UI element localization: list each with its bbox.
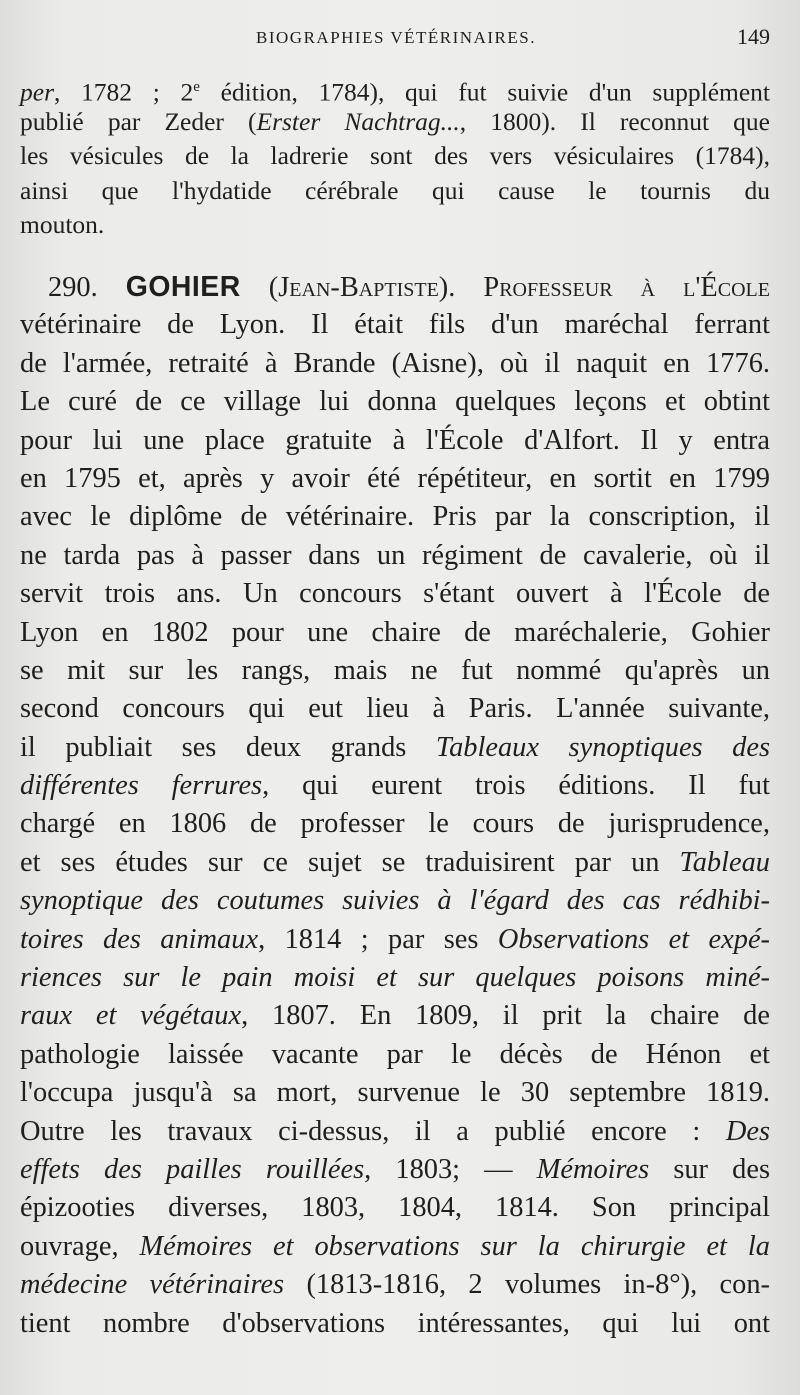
text-run: sur des (649, 1153, 770, 1185)
text-line: les vésicules de la ladrerie sont des vers vésiculaires (1784), (20, 141, 770, 170)
italic-title: Tableaux synoptiques des (435, 731, 771, 763)
entry-given-name: (Jean-Baptiste). Professeur à l'École (240, 272, 770, 303)
text-line: se mit sur les rangs, mais ne fut nommé qu'après un (20, 654, 770, 686)
text-line: en 1795 et, après y avoir été répétiteur, en sortit en 1799 (20, 462, 770, 494)
text-line (20, 997, 770, 1035)
italic-title: Tableau (679, 846, 770, 878)
text-run: (1813-1816, 2 volumes in-8°), con- (284, 1269, 770, 1301)
text-line: pathologie laissée vacante par le décès de Hénon et (20, 1038, 770, 1070)
superscript: e (193, 79, 200, 95)
text-run: , 1807. En 1809, il prit la chaire de (241, 1000, 770, 1032)
text-line (20, 1266, 770, 1304)
text-line: ainsi que l'hydatide cérébrale qui cause le tournis du (20, 175, 770, 205)
text-run: édition, 1784), qui fut suivie d'un supplément (199, 77, 771, 107)
text-line: Lyon en 1802 pour une chaire de maréchalerie, Gohier (20, 616, 770, 648)
text-run: , 1800). Il reconnut que (459, 106, 770, 136)
italic-title: différentes ferrures (20, 770, 263, 802)
text-line (20, 959, 770, 997)
italic-title: toires des animaux (20, 923, 259, 955)
text-run: ouvrage, (20, 1230, 140, 1262)
italic-title: riences sur le pain moisi et sur quelques poisons miné- (20, 962, 770, 994)
italic-title: Des (725, 1115, 770, 1147)
text-line: vétérinaire de Lyon. Il était fils d'un maréchal ferrant (20, 309, 770, 341)
text-line (20, 921, 770, 959)
text-line (20, 882, 770, 920)
text-line: avec le diplôme de vétérinaire. Pris par la conscription, il (20, 501, 770, 533)
italic-title: Erster Nachtrag... (256, 106, 460, 136)
text-line: chargé en 1806 de professer le cours de jurisprudence, (20, 808, 770, 840)
text-line (20, 729, 770, 767)
italic-title: Mémoires (536, 1153, 650, 1185)
text-run: , qui eurent trois éditions. Il fut (262, 770, 771, 802)
text-line: tient nombre d'observations intéressantes, qui lui ont (20, 1307, 770, 1339)
entry-number: 290. (48, 272, 98, 303)
page-number: 149 (737, 24, 770, 49)
text-line: épizooties diverses, 1803, 1804, 1814. Son principal (20, 1192, 770, 1224)
entry-heading-line (20, 268, 770, 306)
text-line: mouton. (20, 210, 105, 239)
text-run: Outre les travaux ci-dessus, il a publié encore : (20, 1115, 726, 1147)
italic-title: per (20, 77, 54, 107)
running-head (22, 24, 770, 52)
italic-title: Mémoires et observations sur la chirurgie et la (139, 1230, 770, 1262)
text-line: second concours qui eut lieu à Paris. L'année suivante, (20, 693, 770, 725)
italic-title: synoptique des coutumes suivies à l'égard des cas rédhibi- (20, 885, 770, 917)
text-line (20, 1151, 770, 1189)
text-line (20, 105, 770, 140)
running-title: BIOGRAPHIES VÉTÉRINAIRES. (256, 28, 536, 47)
text-line (20, 70, 770, 105)
entry-name: GOHIER (125, 271, 241, 303)
italic-title: médecine vétérinaires (20, 1269, 285, 1301)
text-line: de l'armée, retraité à Brande (Aisne), où il naquit en 1776. (20, 347, 770, 379)
text-line: pour lui une place gratuite à l'École d'Alfort. Il y entra (20, 424, 770, 456)
previous-entry-continuation (20, 70, 770, 243)
text-line (20, 844, 770, 882)
text-line (20, 1113, 770, 1151)
text-run: publié par Zeder ( (20, 106, 257, 136)
text-run: et ses études sur ce sujet se traduisirent par un (20, 846, 680, 878)
text-run: , 1782 ; 2 (54, 77, 194, 107)
text-line: l'occupa jusqu'à sa mort, survenue le 30 septembre 1819. (20, 1077, 770, 1109)
text-line: ne tarda pas à passer dans un régiment de cavalerie, où il (20, 539, 770, 571)
text-line: servit trois ans. Un concours s'étant ouvert à l'École de (20, 578, 770, 610)
text-line (20, 767, 770, 805)
text-line (20, 1228, 770, 1266)
text-run: , 1814 ; par ses (258, 923, 498, 955)
entry-290 (20, 268, 770, 1343)
text-run: il publiait ses deux grands (20, 731, 436, 763)
text-run: , 1803; — (364, 1153, 537, 1185)
italic-title: Observations et expé- (497, 923, 770, 955)
italic-title: effets des pailles rouillées (20, 1153, 365, 1185)
text-line: Le curé de ce village lui donna quelques leçons et obtint (20, 386, 770, 418)
italic-title: raux et végétaux (20, 1000, 242, 1032)
